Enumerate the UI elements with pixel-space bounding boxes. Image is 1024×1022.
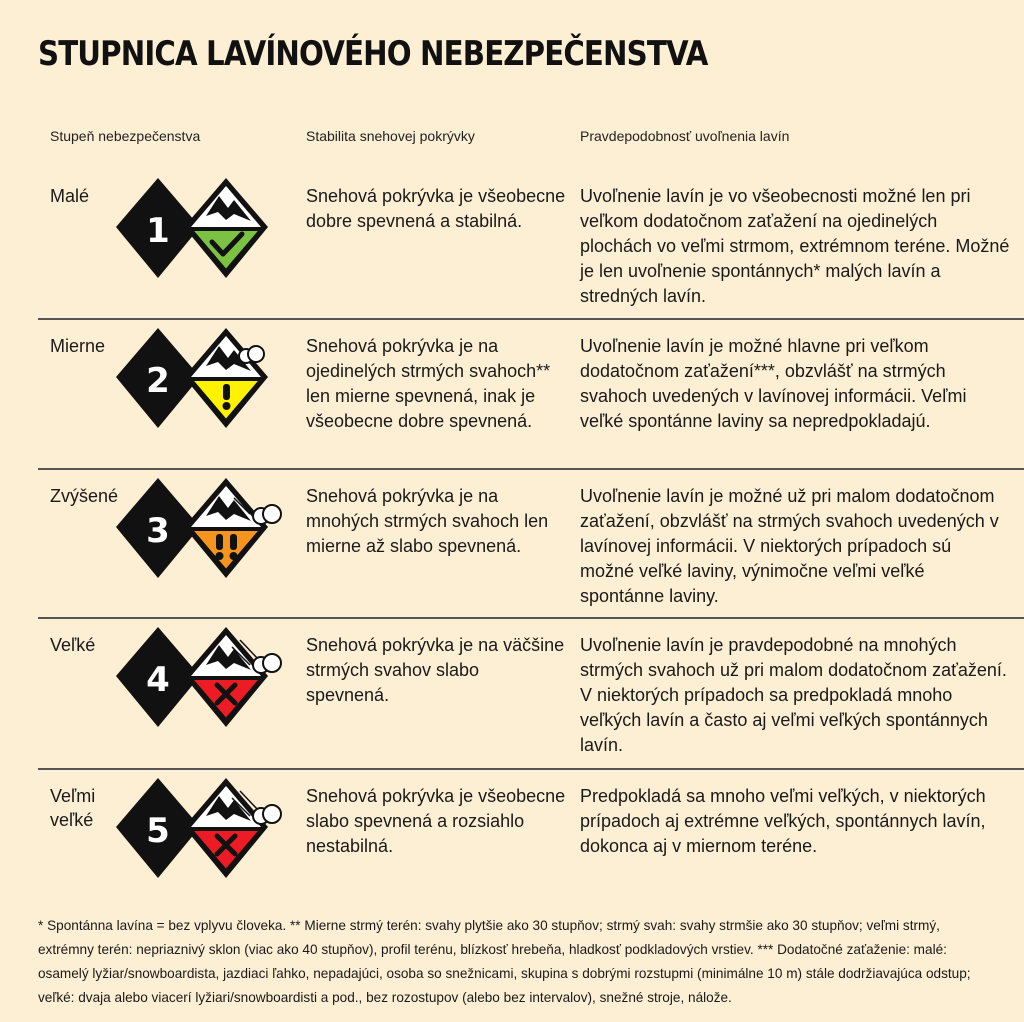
probability-text: Predpokladá sa mnoho veľmi veľkých, v niektorých prípadoch aj extrémne veľkých, spontánnych lavín, dokonca aj v miernom teréne. <box>580 786 986 856</box>
column-header-probability: Pravdepodobnosť uvoľnenia lavín <box>580 128 790 144</box>
level-name: Veľmi veľké <box>50 786 96 830</box>
danger-level-3-icon <box>116 476 286 588</box>
danger-color-area <box>192 830 260 870</box>
cloud-icon <box>253 505 281 524</box>
danger-level-5-icon <box>116 776 286 888</box>
level-number: 3 <box>146 511 170 551</box>
level-name: Zvýšené <box>50 486 119 506</box>
row-divider <box>38 468 1024 470</box>
level-number: 5 <box>146 811 170 851</box>
cloud-icon <box>253 654 281 673</box>
danger-level-4-icon <box>116 625 286 737</box>
footnote: * Spontánna lavína = bez vplyvu človeka. ** Mierne strmý terén: svahy plytšie ako 30 stupňov; strmý svah: svahy strmšie ako 30 stupňov; veľmi strmý, extrémny terén: nepriaznivý sklon (viac ako 40 stupňov), profil terénu, blízkosť hrebeňa, hladkosť podkladových vrstiev. *** Dodatočné zaťaženie: malé: osamelý lyžiar/snowboardista, jazdiaci ľahko, nepadajúci, osoba so snežnicami, skupina s dobrými rozstupmi (minimálne 10 m) stále dodržiavajúca odstup; veľké: dvaja alebo viacerí lyžiari/snowboardisti a pod., bez rozostupov (alebo bez intervalov), snežné stroje, nálože. <box>38 918 971 1005</box>
exclamation-icon <box>223 384 231 410</box>
stability-text: Snehová pokrývka je na väčšine strmých svahov slabo spevnená. <box>306 635 565 705</box>
level-name: Malé <box>50 186 90 206</box>
level-number: 1 <box>146 211 170 251</box>
danger-level-1-icon <box>116 176 286 288</box>
danger-color-area <box>192 530 260 570</box>
level-number: 2 <box>146 361 170 401</box>
column-header-level: Stupeň nebezpečenstva <box>50 128 201 144</box>
row-divider <box>38 318 1024 320</box>
level-name: Mierne <box>50 336 106 356</box>
level-number: 4 <box>146 660 170 700</box>
page-title: STUPNICA LAVÍNOVÉHO NEBEZPEČENSTVA <box>38 34 708 74</box>
column-header-stability: Stabilita snehovej pokrývky <box>306 128 475 144</box>
level-name: Veľké <box>50 635 96 655</box>
stability-text: Snehová pokrývka je na ojedinelých strmých svahoch** len mierne spevnená, inak je všeobecne dobre spevnená. <box>306 336 551 431</box>
row-divider <box>38 768 1024 770</box>
stability-text: Snehová pokrývka je všeobecne slabo spevnená a rozsiahlo nestabilná. <box>306 786 566 856</box>
probability-text: Uvoľnenie lavín je vo všeobecnosti možné len pri veľkom dodatočnom zaťažení na ojedinelých plochách vo veľmi strmom, extrémnom teréne. Možné je len uvoľnenie spontánnych* malých lavín a stredných lavín. <box>580 186 1010 306</box>
stability-text: Snehová pokrývka je všeobecne dobre spevnená a stabilná. <box>306 186 566 231</box>
danger-color-area <box>192 679 260 719</box>
probability-text: Uvoľnenie lavín je možné hlavne pri veľkom dodatočnom zaťažení***, obzvlášť na strmých svahoch uvedených v lavínovej informácii. Veľmi veľké spontánne laviny sa nepredpokladajú. <box>580 336 967 431</box>
cloud-icon <box>253 805 281 824</box>
danger-level-2-icon <box>116 326 286 438</box>
row-divider <box>38 617 1024 619</box>
probability-text: Uvoľnenie lavín je pravdepodobné na mnohých strmých svahoch už pri malom dodatočnom zaťažení. V niektorých prípadoch sa predpokladá mnoho veľkých lavín a často aj veľmi veľkých spontánnych lavín. <box>580 635 1007 755</box>
stability-text: Snehová pokrývka je na mnohých strmých svahoch len mierne až slabo spevnená. <box>306 486 549 556</box>
probability-text: Uvoľnenie lavín je možné už pri malom dodatočnom zaťažení, obzvlášť na strmých svahoch uvedených v lavínovej informácii. V niektorých prípadoch sú možné veľké laviny, výnimočne veľmi veľké spontánne laviny. <box>580 486 999 606</box>
